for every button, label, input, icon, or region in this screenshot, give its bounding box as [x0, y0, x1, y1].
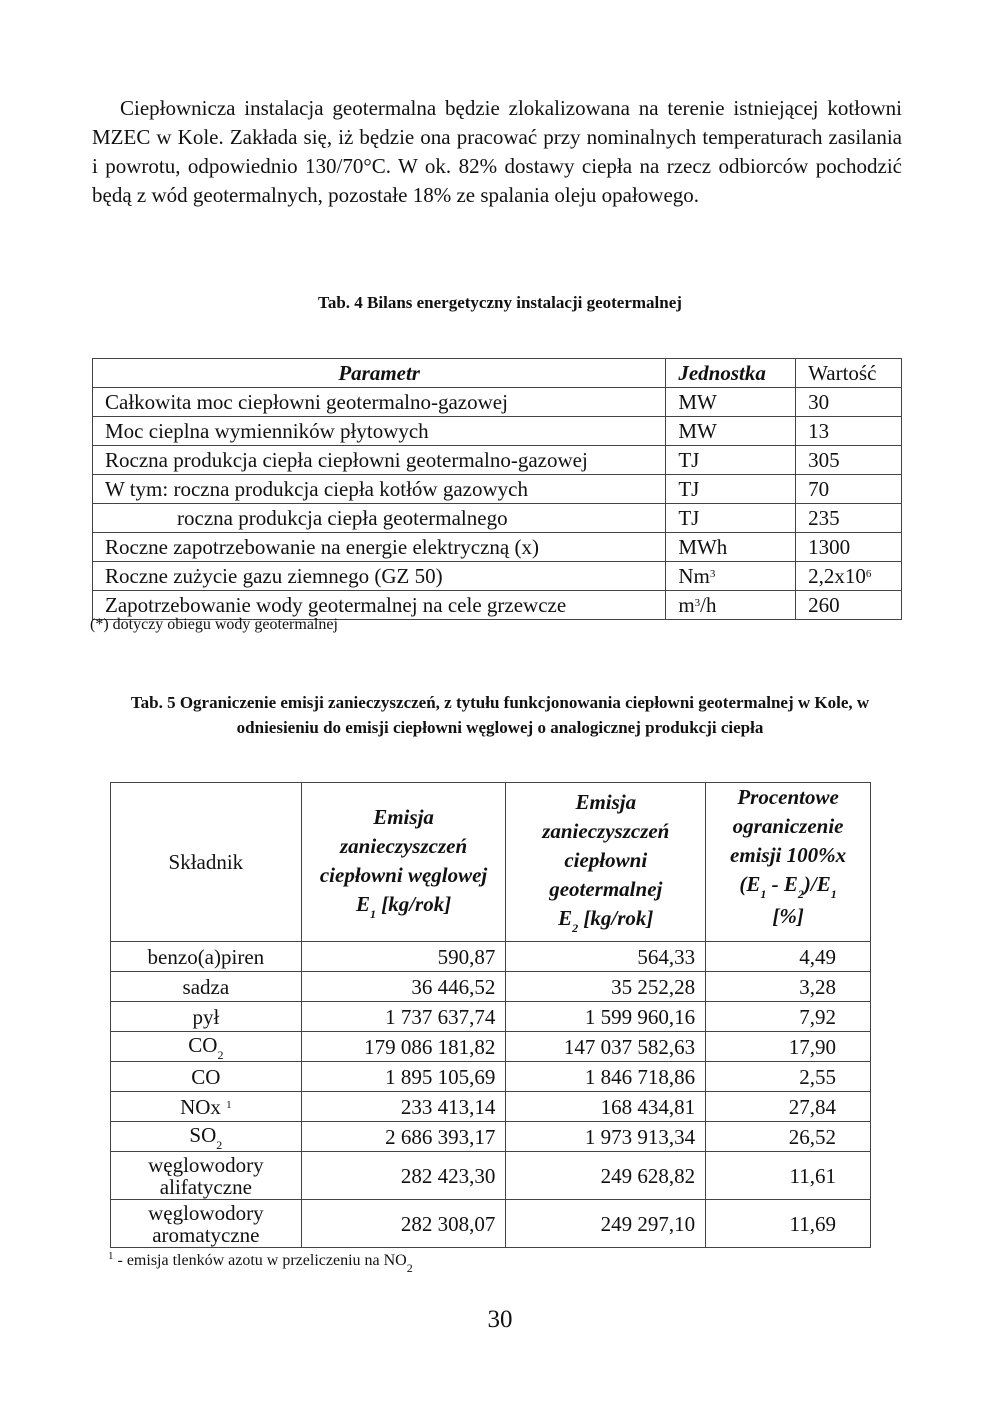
unit-cell: TJ — [666, 446, 796, 475]
table-row — [93, 533, 902, 562]
table4-footnote: (*) dotyczy obiegu wody geotermalnej — [90, 616, 338, 633]
table-row — [93, 388, 902, 417]
table-row — [111, 1122, 871, 1152]
param-cell: Roczne zapotrzebowanie na energie elektryczną (x) — [93, 533, 666, 562]
component-subscript: 2 — [217, 1048, 224, 1062]
footnote-marker: 1 — [226, 1098, 232, 1111]
component-cell: sadza — [111, 972, 302, 1002]
table4-caption: Tab. 4 Bilans energetyczny instalacji geotermalnej — [318, 293, 682, 312]
header-pct-text: Procentowe ograniczenie emisji 100%x — [730, 785, 847, 867]
value-cell: 305 — [796, 446, 902, 475]
formula-sub: 1 — [760, 887, 767, 901]
footnote-marker: 1 — [108, 1250, 114, 1262]
param-cell: Zapotrzebowanie wody geotermalnej na cele grzewcze — [93, 591, 666, 620]
unit-superscript: 3 — [694, 597, 701, 609]
component-cell: węglowodory aromatyczne — [111, 1200, 302, 1248]
component-cell: węglowodory alifatyczne — [111, 1152, 302, 1200]
e2-cell: 35 252,28 — [506, 972, 706, 1002]
e1-cell: 1 895 105,69 — [301, 1062, 506, 1092]
header-e2-text: Emisja zanieczyszczeń ciepłowni geotermalnej — [542, 790, 670, 901]
footnote-text: - emisja tlenków azotu w przeliczeniu na NO — [113, 1252, 407, 1269]
e2-cell: 1 973 913,34 — [506, 1122, 706, 1152]
value-text: 2,2x10 — [808, 564, 866, 588]
unit-cell: TJ — [666, 504, 796, 533]
component-subscript: 2 — [216, 1138, 223, 1152]
table-row — [93, 417, 902, 446]
component-cell: benzo(a)piren — [111, 942, 302, 972]
unit-superscript: 3 — [709, 568, 716, 580]
e2-cell: 168 434,81 — [506, 1092, 706, 1122]
header-percent — [706, 783, 871, 942]
formula-part: )/E — [803, 872, 831, 896]
param-cell: roczna produkcja ciepła geotermalnego — [93, 504, 666, 533]
footnote-subscript: 2 — [406, 1261, 413, 1275]
e1-cell: 233 413,14 — [301, 1092, 506, 1122]
e2-cell: 1 846 718,86 — [506, 1062, 706, 1092]
unit-cell: MWh — [666, 533, 796, 562]
header-e1 — [301, 783, 506, 942]
header-skladnik: Składnik — [111, 783, 302, 942]
pct-cell: 2,55 — [706, 1062, 871, 1092]
table-row — [111, 1200, 871, 1248]
component-text: NOx — [180, 1094, 227, 1119]
e1-cell: 179 086 181,82 — [301, 1032, 506, 1062]
component-cell: pył — [111, 1002, 302, 1032]
e1-cell: 590,87 — [301, 942, 506, 972]
param-cell: W tym: roczna produkcja ciepła kotłów gazowych — [93, 475, 666, 504]
e1-cell: 282 308,07 — [301, 1200, 506, 1248]
component-text: CO — [188, 1033, 218, 1057]
table-row — [111, 1002, 871, 1032]
table-row — [93, 562, 902, 591]
value-cell — [796, 562, 902, 591]
value-cell: 30 — [796, 388, 902, 417]
pct-cell: 4,49 — [706, 942, 871, 972]
header-e2 — [506, 783, 706, 942]
pct-unit: [%] — [772, 904, 804, 928]
e1-cell: 36 446,52 — [301, 972, 506, 1002]
component-cell — [111, 1122, 302, 1152]
header-wartosc: Wartość — [796, 359, 902, 388]
pct-cell: 17,90 — [706, 1032, 871, 1062]
value-superscript: 6 — [865, 568, 872, 580]
header-jednostka: Jednostka — [666, 359, 796, 388]
component-text: SO — [189, 1123, 217, 1147]
table-row — [111, 1152, 871, 1200]
param-cell: Roczna produkcja ciepła ciepłowni geotermalno-gazowej — [93, 446, 666, 475]
e2-cell: 564,33 — [506, 942, 706, 972]
pct-cell: 7,92 — [706, 1002, 871, 1032]
e2-cell: 1 599 960,16 — [506, 1002, 706, 1032]
pct-cell: 11,69 — [706, 1200, 871, 1248]
value-cell: 70 — [796, 475, 902, 504]
e1-unit: [kg/rok] — [375, 891, 452, 916]
emission-reduction-table — [110, 782, 871, 1248]
e2-symbol: E — [558, 906, 573, 930]
pct-cell: 26,52 — [706, 1122, 871, 1152]
table4-header-row — [93, 359, 902, 388]
value-cell: 13 — [796, 417, 902, 446]
component-cell — [111, 1032, 302, 1062]
table5-header-row — [111, 783, 871, 942]
component-cell — [111, 1092, 302, 1122]
e2-cell: 249 628,82 — [506, 1152, 706, 1200]
header-e1-text: Emisja zanieczyszczeń ciepłowni węglowej — [319, 804, 488, 887]
unit-cell: MW — [666, 417, 796, 446]
table5-footnote — [108, 1250, 413, 1275]
unit-cell — [666, 591, 796, 620]
table-row — [93, 504, 902, 533]
value-cell: 260 — [796, 591, 902, 620]
e1-symbol: E — [355, 891, 370, 916]
component-cell: CO — [111, 1062, 302, 1092]
e1-subscript: 1 — [369, 906, 376, 921]
page-number: 30 — [487, 1306, 513, 1333]
value-cell: 1300 — [796, 533, 902, 562]
table-row — [111, 972, 871, 1002]
table-row — [111, 1062, 871, 1092]
unit-suffix: /h — [700, 593, 717, 617]
formula-part: (E — [739, 872, 761, 896]
pct-cell: 11,61 — [706, 1152, 871, 1200]
unit-cell: TJ — [666, 475, 796, 504]
formula-sub: 1 — [830, 887, 837, 901]
table-row — [93, 446, 902, 475]
table-row — [93, 475, 902, 504]
e1-cell: 1 737 637,74 — [301, 1002, 506, 1032]
param-cell: Moc cieplna wymienników płytowych — [93, 417, 666, 446]
e2-cell: 147 037 582,63 — [506, 1032, 706, 1062]
e2-subscript: 2 — [572, 921, 579, 935]
header-parametr: Parametr — [93, 359, 666, 388]
param-cell: Całkowita moc ciepłowni geotermalno-gazowej — [93, 388, 666, 417]
e1-cell: 2 686 393,17 — [301, 1122, 506, 1152]
param-cell: Roczne zużycie gazu ziemnego (GZ 50) — [93, 562, 666, 591]
table5-caption: Tab. 5 Ograniczenie emisji zanieczyszczeń, z tytułu funkcjonowania ciepłowni geotermalnej w Kole, w odniesieniu do emisji ciepłowni węglowej o analogicznej produkcji ciepła — [130, 693, 870, 737]
unit-cell — [666, 562, 796, 591]
pct-cell: 27,84 — [706, 1092, 871, 1122]
table-row — [111, 1032, 871, 1062]
formula-part: - E — [766, 872, 798, 896]
energy-balance-table — [92, 358, 902, 620]
unit-cell: MW — [666, 388, 796, 417]
pct-cell: 3,28 — [706, 972, 871, 1002]
table-row — [111, 942, 871, 972]
e2-cell: 249 297,10 — [506, 1200, 706, 1248]
e1-cell: 282 423,30 — [301, 1152, 506, 1200]
formula-sub: 2 — [797, 887, 804, 901]
table-row — [111, 1092, 871, 1122]
value-cell: 235 — [796, 504, 902, 533]
e2-unit: [kg/rok] — [578, 906, 654, 930]
unit-text: Nm — [678, 564, 710, 588]
unit-text: m — [678, 593, 695, 617]
body-paragraph: Ciepłownicza instalacja geotermalna będzie zlokalizowana na terenie istniejącej kotłowni MZEC w Kole. Zakłada się, iż będzie ona pracować przy nominalnych temperaturach zasilania i powrotu, odpowiednio 130/70°C. W ok. 82% dostawy ciepła na rzecz odbiorców pochodzić będą z wód geotermalnych, pozostałe 18% ze spalania oleju opałowego. — [92, 96, 902, 207]
